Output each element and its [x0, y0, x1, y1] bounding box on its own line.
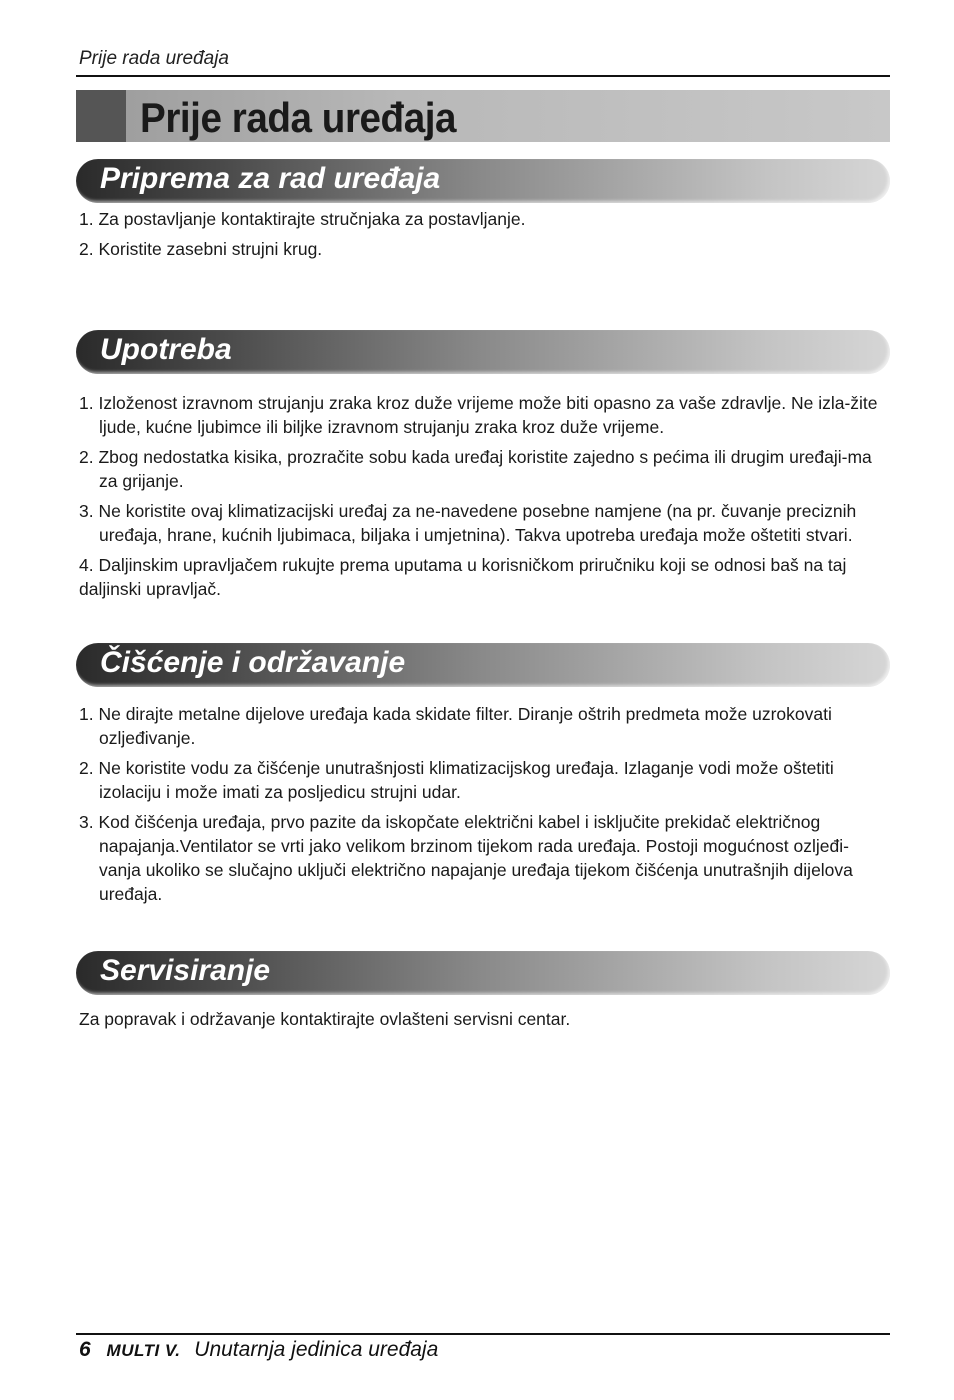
servisiranje-text: Za popravak i održavanje kontaktirajte ovlašteni servisni centar.	[79, 1009, 571, 1029]
list-item: 2. Zbog nedostatka kisika, prozračite sobu kada uređaj koristite zajedno s pećima ili drugim uređaji-ma za grijanje.	[79, 447, 872, 491]
section-heading-text: Upotreba	[100, 333, 232, 366]
list-item: 3. Ne koristite ovaj klimatizacijski uređaj za ne-navedene posebne namjene (na pr. čuvanje preciznih uređaja, hrane, kućnih ljubimaca, biljaka i umjetnina). Takva upotreba uređaja može oštetiti stvari.	[79, 501, 857, 545]
list-item: 3. Kod čišćenja uređaja, prvo pazite da iskopčate električni kabel i isključite prekidač električnog napajanja.Ventilator se vrti jako velikom brzinom tijekom rada uređaja. Postoji mogućnost ozljeđi-vanja ukoliko se slučajno uključi električno napajanje uređaja tijekom čišćenja unutrašnjih dijelova uređaja.	[79, 812, 853, 904]
section-heading-priprema	[76, 159, 890, 203]
section-heading-text: Servisiranje	[100, 954, 271, 987]
running-header: Prije rada uređaja	[79, 48, 229, 69]
title-accent-block	[76, 90, 126, 142]
upotreba-list	[79, 391, 889, 607]
list-item: 1. Za postavljanje kontaktirajte stručnjaka za postavljanje.	[79, 209, 526, 229]
list-item: 1. Ne dirajte metalne dijelove uređaja kada skidate filter. Diranje oštrih predmeta može uzrokovati ozljeđivanje.	[79, 704, 832, 748]
page-number: 6	[79, 1338, 91, 1361]
page-footer	[79, 1338, 438, 1366]
page-title: Prije rada uređaja	[140, 94, 457, 141]
multi-v-logo: MULTI V.	[106, 1341, 181, 1360]
list-item: 2. Koristite zasebni strujni krug.	[79, 239, 323, 259]
section-heading-text: Priprema za rad uređaja	[100, 162, 441, 195]
priprema-list	[79, 207, 889, 267]
section-heading-upotreba	[76, 330, 890, 374]
list-item: 4. Daljinskim upravljačem rukujte prema uputama u korisničkom priručniku koji se odnosi baš na taj daljinski upravljač.	[79, 555, 847, 599]
page-title-bar	[76, 90, 890, 142]
list-item: 1. Izloženost izravnom strujanju zraka kroz duže vrijeme može biti opasno za vaše zdravlje. Ne izla-žite ljude, kućne ljubimce ili biljke izravnom strujanju zraka kroz duže vrijeme.	[79, 393, 878, 437]
ciscenje-list	[79, 702, 889, 912]
section-heading-servisiranje	[76, 951, 890, 995]
list-item: 2. Ne koristite vodu za čišćenje unutrašnjosti klimatizacijskog uređaja. Izlaganje vodi može oštetiti izolaciju i može imati za posljedicu strujni udar.	[79, 758, 834, 802]
section-heading-text: Čišćenje i održavanje	[100, 646, 406, 679]
footer-rule	[76, 1333, 890, 1335]
header-rule	[76, 75, 890, 77]
section-heading-ciscenje	[76, 643, 890, 687]
footer-text: Unutarnja jedinica uređaja	[194, 1338, 439, 1361]
